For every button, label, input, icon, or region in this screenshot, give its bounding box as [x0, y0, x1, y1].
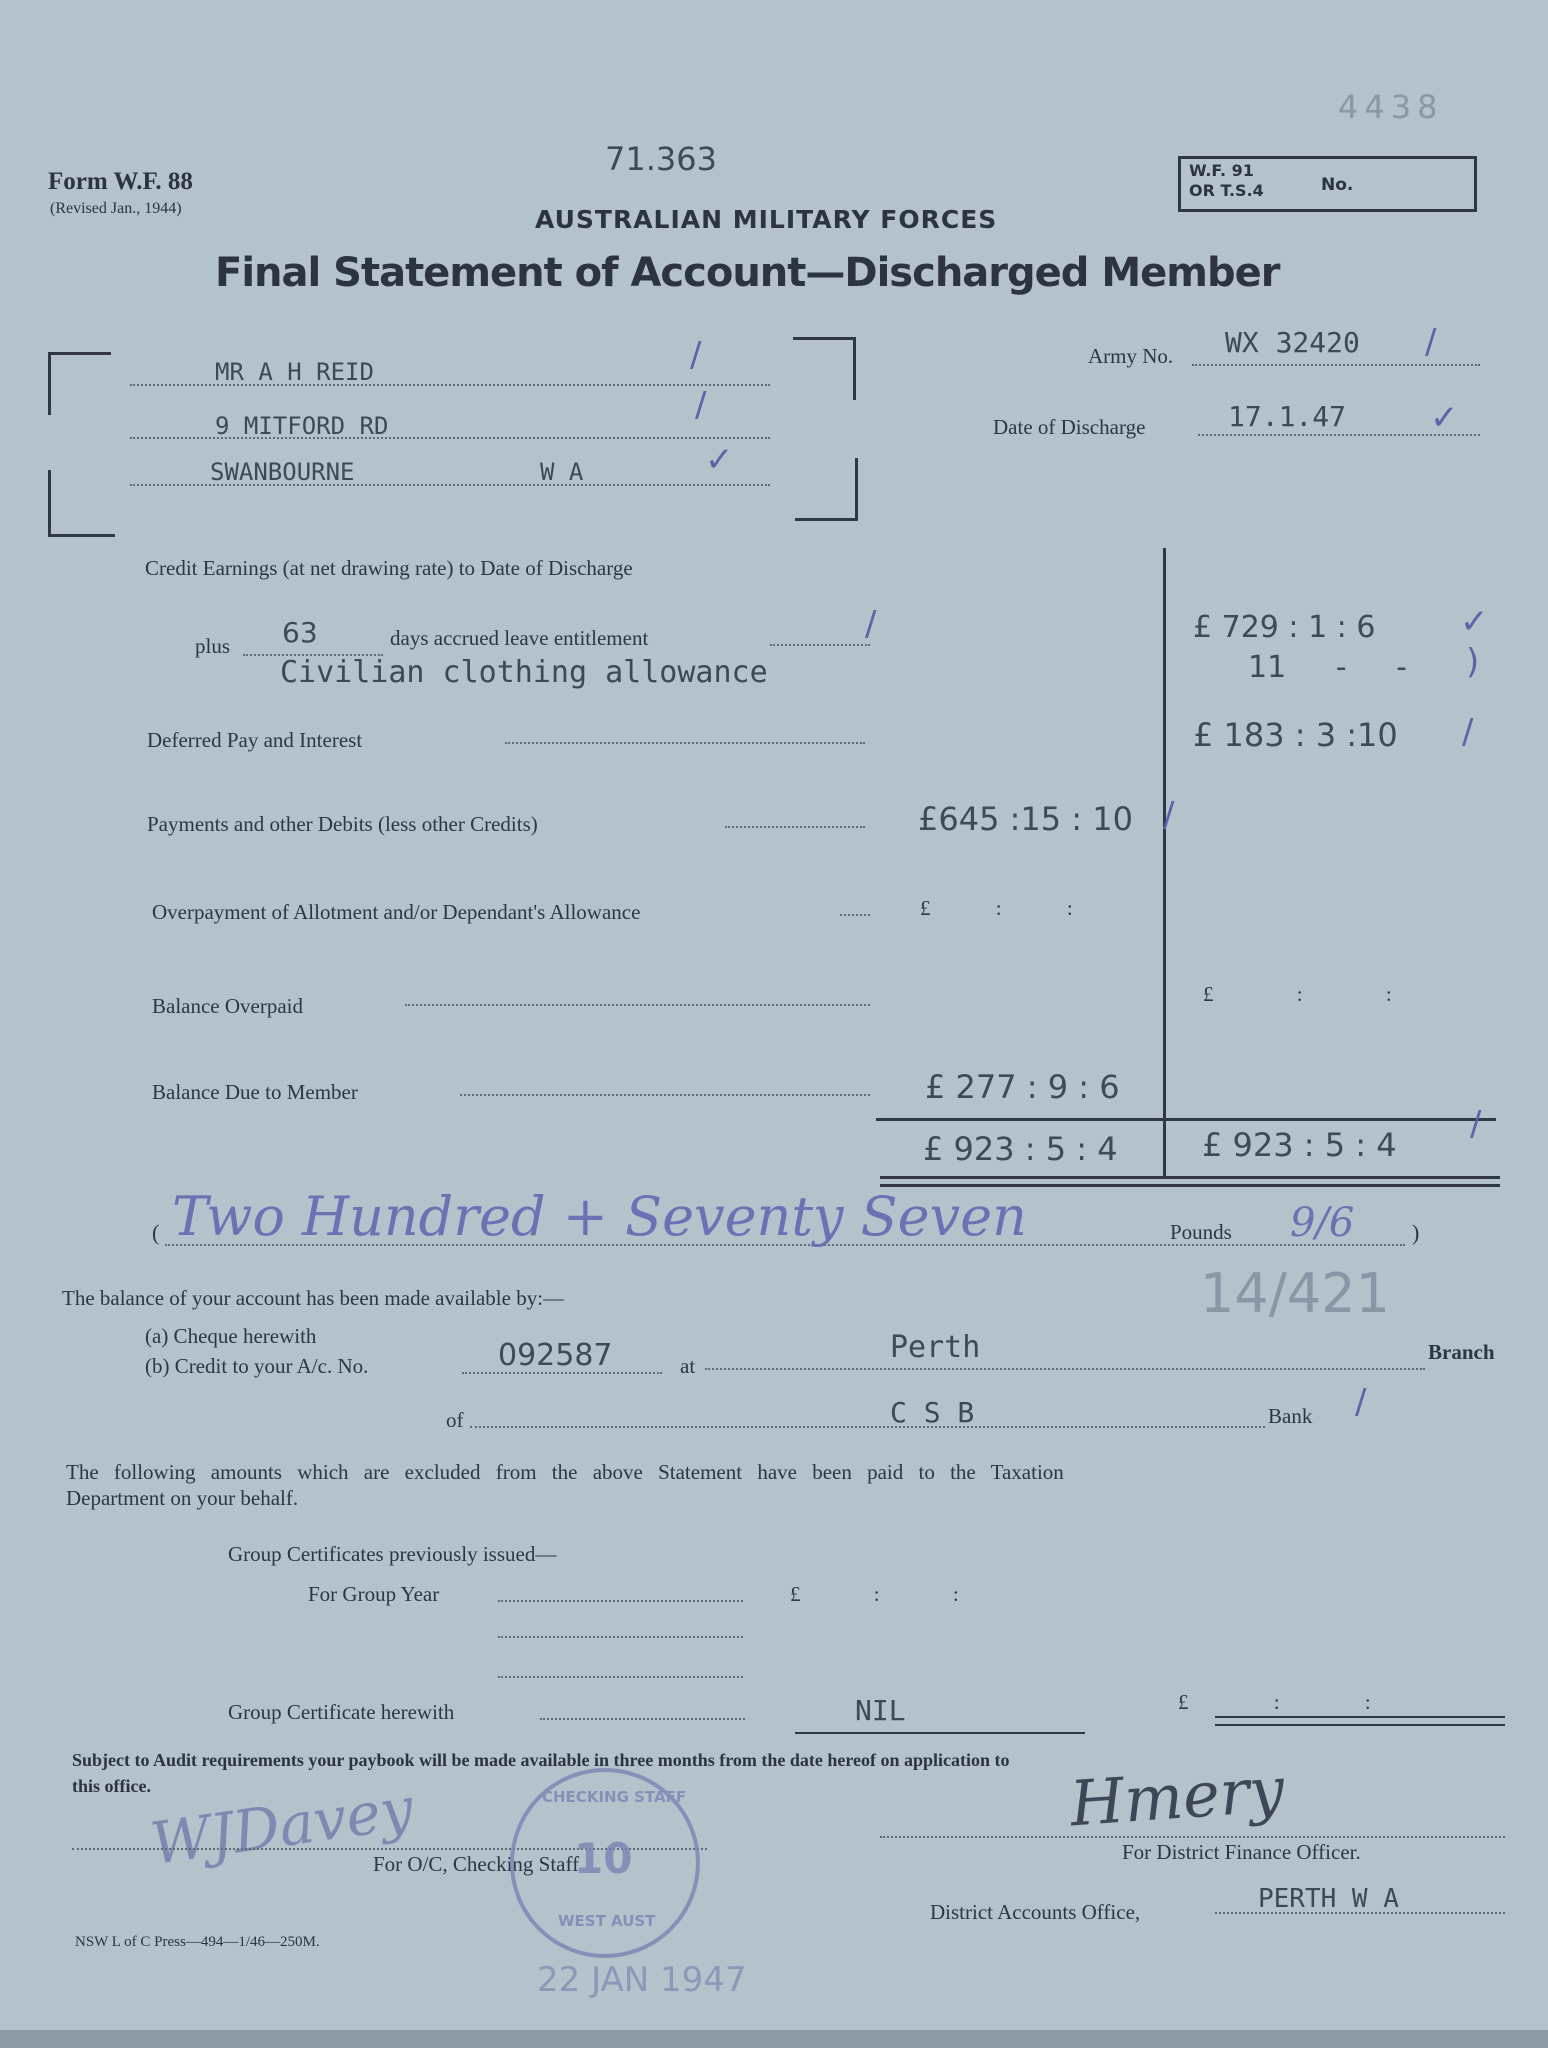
date-stamp: 22 JAN 1947 — [537, 1960, 747, 2000]
office-label: District Accounts Office, — [930, 1900, 1141, 1924]
cheque-option: (a) Cheque herewith — [145, 1324, 317, 1348]
deferred-amount: £ 183 : 3 :10 — [1193, 716, 1398, 754]
plus-label: plus — [195, 634, 231, 658]
overpayment-amount: £ : : — [920, 896, 1073, 920]
nil-value: NIL — [855, 1694, 906, 1727]
audit-note-line1: Subject to Audit requirements your paybook will be made available in three months from the date hereof on application to — [72, 1750, 1010, 1770]
group-year-line-3 — [498, 1676, 743, 1678]
reference-box — [1178, 156, 1477, 212]
total-top-rule — [876, 1118, 1496, 1121]
account-number: 092587 — [498, 1338, 613, 1373]
total-left-amount: £ 923 : 5 : 4 — [923, 1130, 1118, 1168]
check-mark-icon: / — [1355, 1382, 1367, 1422]
address-name: MR A H REID — [215, 358, 374, 386]
check-mark-icon: / — [1470, 1104, 1482, 1144]
army-no-value: WX 32420 — [1225, 326, 1360, 359]
page-title: Final Statement of Account—Discharged Member — [215, 250, 1280, 296]
payments-amount: £645 :15 : 10 — [918, 800, 1133, 838]
table-right-column-rule — [1163, 548, 1166, 1176]
payments-label: Payments and other Debits (less other Credits) — [147, 812, 538, 836]
checking-staff-stamp — [510, 1768, 700, 1958]
herewith-amount: £ : : — [1178, 1690, 1371, 1714]
total-right-amount: £ 923 : 5 : 4 — [1202, 1126, 1397, 1164]
group-prev-label: Group Certificates previously issued— — [228, 1542, 557, 1566]
total-bottom-rule-1 — [880, 1176, 1500, 1179]
balance-due-leader — [460, 1094, 870, 1096]
form-revised: (Revised Jan., 1944) — [50, 200, 182, 217]
herewith-rule-1 — [1215, 1716, 1505, 1718]
deferred-leader — [505, 742, 865, 744]
ref-box-no: No. — [1321, 175, 1354, 195]
credit-earnings-label: Credit Earnings (at net drawing rate) to Date of Discharge — [145, 556, 633, 580]
group-year-line-2 — [498, 1636, 743, 1638]
amount-in-words: Two Hundred + Seventy Seven — [172, 1185, 1027, 1248]
check-mark-icon: ✓ — [1460, 602, 1489, 642]
printer-imprint: NSW L of C Press—494—1/46—250M. — [75, 1934, 320, 1950]
leave-days-value: 63 — [282, 616, 318, 649]
credit-amount: £ 729 : 1 : 6 — [1193, 610, 1376, 645]
discharge-label: Date of Discharge — [993, 415, 1146, 439]
leave-text: days accrued leave entitlement — [390, 626, 649, 650]
shillings-pence: 9/6 — [1290, 1200, 1355, 1246]
stamp-bottom-text: WEST AUST — [558, 1912, 656, 1930]
army-no-line — [1192, 364, 1480, 366]
deferred-pay-label: Deferred Pay and Interest — [147, 728, 363, 752]
address-suburb: SWANBOURNE — [210, 458, 355, 486]
office-value: PERTH W A — [1258, 1884, 1399, 1914]
check-mark-icon: / — [695, 385, 707, 425]
file-number: 71.363 — [605, 140, 717, 178]
checking-staff-label: For O/C, Checking Staff — [373, 1852, 580, 1876]
address-bracket-bottom-right — [795, 458, 858, 521]
address-bracket-bottom-left — [48, 470, 115, 537]
address-street: 9 MITFORD RD — [215, 412, 389, 440]
balance-due-amount: £ 277 : 9 : 6 — [925, 1068, 1120, 1106]
words-close-paren: ) — [1412, 1220, 1420, 1245]
address-bracket-top-right — [793, 337, 856, 400]
nil-underline — [795, 1732, 1085, 1734]
finance-officer-label: For District Finance Officer. — [1122, 1840, 1361, 1864]
balance-overpaid-leader — [405, 1004, 870, 1006]
stamp-top-text: CHECKING STAFF — [542, 1788, 687, 1806]
audit-note-line2: this office. — [72, 1776, 151, 1796]
check-mark-icon: / — [865, 604, 877, 644]
address-state: W A — [540, 458, 584, 486]
check-mark-icon: / — [690, 335, 702, 375]
branch-line — [705, 1368, 1425, 1370]
of-label: of — [446, 1408, 464, 1432]
group-year-amount: £ : : — [790, 1582, 959, 1606]
balance-overpaid-label: Balance Overpaid — [152, 994, 304, 1018]
ref-box-line1: W.F. 91 — [1189, 161, 1254, 180]
clothing-amount: 11 - - — [1248, 650, 1407, 685]
branch-label: Branch — [1428, 1340, 1495, 1364]
tax-notice-line2: Department on your behalf. — [66, 1486, 299, 1510]
branch-value: Perth — [890, 1330, 981, 1365]
clothing-allowance: Civilian clothing allowance — [280, 655, 768, 690]
check-mark-icon: ) — [1466, 642, 1480, 682]
checking-staff-signature: WJDavey — [146, 1773, 418, 1879]
group-herewith-label: Group Certificate herewith — [228, 1700, 455, 1724]
ref-box-line2: OR T.S.4 — [1189, 181, 1264, 200]
payment-intro: The balance of your account has been made available by:— — [62, 1286, 565, 1310]
stamp-code: 14/421 — [1200, 1262, 1390, 1325]
form-code: Form W.F. 88 — [48, 168, 193, 195]
overpayment-label: Overpayment of Allotment and/or Dependant's Allowance — [152, 900, 641, 924]
bank-value: C S B — [890, 1396, 975, 1429]
finance-officer-signature: Hmery — [1067, 1752, 1287, 1841]
discharge-date: 17.1.47 — [1228, 400, 1347, 433]
pounds-label: Pounds — [1170, 1220, 1232, 1244]
tax-notice-line1: The following amounts which are excluded from the above Statement have been paid to the Taxation — [66, 1460, 1064, 1484]
overpayment-leader — [840, 914, 870, 916]
check-mark-icon: ✓ — [705, 440, 734, 480]
bank-label: Bank — [1268, 1404, 1313, 1428]
check-mark-icon: / — [1425, 322, 1437, 362]
leave-leader — [770, 644, 870, 646]
address-bracket-top-left — [48, 352, 111, 415]
organisation-heading: AUSTRALIAN MILITARY FORCES — [535, 205, 998, 234]
bank-line — [470, 1426, 1265, 1428]
at-label: at — [680, 1354, 696, 1378]
stamp-number-text: 10 — [574, 1834, 633, 1883]
credit-option-label: (b) Credit to your A/c. No. — [145, 1354, 369, 1378]
payments-leader — [725, 826, 865, 828]
check-mark-icon: / — [1163, 795, 1175, 835]
group-herewith-line — [540, 1718, 745, 1720]
words-open-paren: ( — [152, 1220, 160, 1245]
finance-signature-line — [880, 1836, 1505, 1838]
check-mark-icon: ✓ — [1430, 398, 1459, 438]
herewith-rule-2 — [1215, 1724, 1505, 1726]
group-year-label: For Group Year — [308, 1582, 440, 1606]
balance-overpaid-amount: £ : : — [1203, 982, 1392, 1006]
stamp-number: 4438 — [1338, 88, 1444, 126]
army-no-label: Army No. — [1088, 344, 1174, 368]
balance-due-label: Balance Due to Member — [152, 1080, 358, 1104]
check-mark-icon: / — [1462, 712, 1474, 752]
group-year-line-1 — [498, 1600, 743, 1602]
